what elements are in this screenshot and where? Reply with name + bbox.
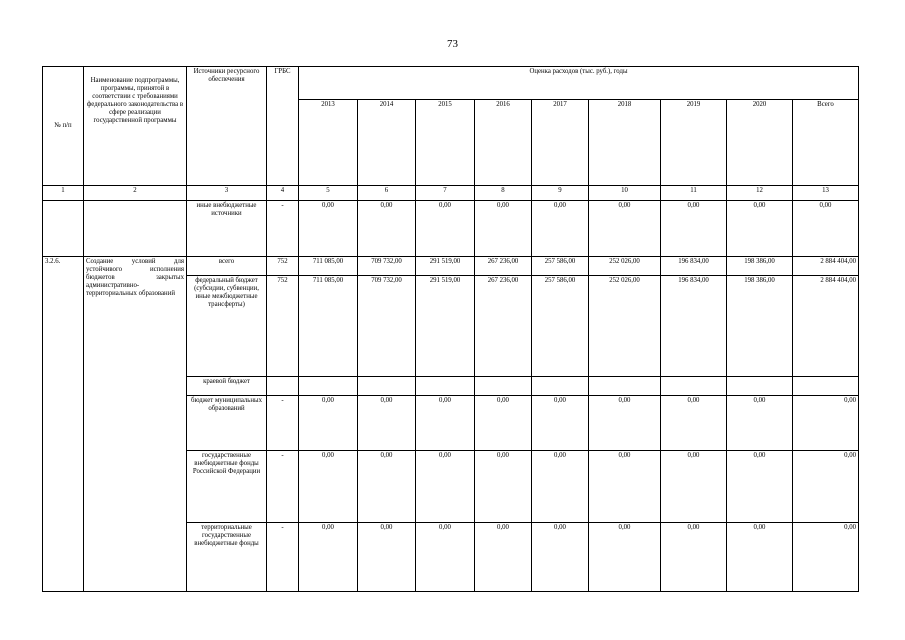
row-value: 0,00: [416, 201, 475, 257]
row-value: 0,00: [299, 396, 358, 451]
table-row: [43, 257, 859, 276]
row-value: 0,00: [299, 523, 358, 592]
header-year: 2019: [661, 100, 727, 186]
row-value: 0,00: [661, 451, 727, 523]
row-value: 0,00: [727, 451, 793, 523]
header-year: 2018: [589, 100, 661, 186]
row-num: [43, 201, 84, 257]
row-name: [84, 201, 187, 257]
header-source: Источники ресурсного обеспечения: [187, 67, 267, 186]
row-value: 0,00: [358, 451, 416, 523]
row-value: 0,00: [532, 451, 589, 523]
row-value: 2 884 404,00: [793, 276, 859, 377]
row-value: 0,00: [475, 396, 532, 451]
row-value: 198 386,00: [727, 276, 793, 377]
row-value: 0,00: [661, 396, 727, 451]
header-year: 2013: [299, 100, 358, 186]
row-value: [661, 377, 727, 396]
header-grbs: ГРБС: [267, 67, 299, 186]
row-value: 0,00: [589, 396, 661, 451]
column-index: 3: [187, 186, 267, 201]
row-value: 0,00: [475, 523, 532, 592]
row-value: [358, 377, 416, 396]
header-year: 2015: [416, 100, 475, 186]
row-value: 196 834,00: [661, 257, 727, 276]
row-value: 252 026,00: [589, 276, 661, 377]
row-value: 0,00: [416, 523, 475, 592]
row-value: 0,00: [727, 396, 793, 451]
header-name: Наименование подпрограммы, программы, принятой в соответствии с требованиями федерального законодательства в сфере реализации государственной программы: [84, 67, 187, 186]
row-source: федеральный бюджет (субсидии, субвенции, иные межбюджетные трансферты): [187, 276, 267, 377]
row-value: 252 026,00: [589, 257, 661, 276]
column-index: 8: [475, 186, 532, 201]
column-index: 4: [267, 186, 299, 201]
row-name: Создание условий для устойчивого исполнения бюджетов закрытых административно-территориальных образований: [84, 257, 187, 592]
row-grbs: 752: [267, 257, 299, 276]
row-source: государственные внебюджетные фонды Российской Федерации: [187, 451, 267, 523]
row-value: 0,00: [661, 523, 727, 592]
row-value: 0,00: [358, 396, 416, 451]
column-index: 13: [793, 186, 859, 201]
row-value: [589, 377, 661, 396]
row-value: 0,00: [727, 201, 793, 257]
page-number: 73: [447, 38, 458, 50]
row-value: 0,00: [661, 201, 727, 257]
column-index: 5: [299, 186, 358, 201]
row-source: территориальные государственные внебюджетные фонды: [187, 523, 267, 592]
column-index: 6: [358, 186, 416, 201]
column-index: 7: [416, 186, 475, 201]
row-source: бюджет муниципальных образований: [187, 396, 267, 451]
row-value: 198 386,00: [727, 257, 793, 276]
column-index: 11: [661, 186, 727, 201]
row-value: 267 236,00: [475, 276, 532, 377]
column-index: 9: [532, 186, 589, 201]
header-year-total: Всего: [793, 100, 859, 186]
row-value: 0,00: [299, 201, 358, 257]
row-value: 2 884 404,00: [793, 257, 859, 276]
row-value: 257 586,00: [532, 276, 589, 377]
row-value: 291 519,00: [416, 257, 475, 276]
row-source: краевой бюджет: [187, 377, 267, 396]
budget-table: [42, 66, 859, 592]
row-value: 0,00: [793, 523, 859, 592]
column-index: 2: [84, 186, 187, 201]
table-row: [43, 201, 859, 257]
row-value: 0,00: [475, 451, 532, 523]
row-value: 0,00: [589, 523, 661, 592]
column-index: 1: [43, 186, 84, 201]
row-value: 0,00: [532, 396, 589, 451]
column-index: 10: [589, 186, 661, 201]
header-year: 2016: [475, 100, 532, 186]
column-index-row: [43, 186, 859, 201]
row-value: [475, 377, 532, 396]
row-grbs: -: [267, 201, 299, 257]
row-value: 196 834,00: [661, 276, 727, 377]
row-value: [299, 377, 358, 396]
header-year: 2020: [727, 100, 793, 186]
row-value: 0,00: [299, 451, 358, 523]
row-value: 711 085,00: [299, 276, 358, 377]
row-value: 709 732,00: [358, 276, 416, 377]
row-num: 3.2.6.: [43, 257, 84, 592]
row-value: 0,00: [727, 523, 793, 592]
row-value: 267 236,00: [475, 257, 532, 276]
row-value: 0,00: [416, 451, 475, 523]
column-index: 12: [727, 186, 793, 201]
row-value: 0,00: [793, 396, 859, 451]
row-value: 0,00: [589, 451, 661, 523]
row-grbs: 752: [267, 276, 299, 377]
row-source: иные внебюджетные источники: [187, 201, 267, 257]
row-value: 711 085,00: [299, 257, 358, 276]
row-value: 0,00: [589, 201, 661, 257]
row-grbs: -: [267, 396, 299, 451]
row-value: 257 586,00: [532, 257, 589, 276]
row-value: [727, 377, 793, 396]
row-value: 0,00: [358, 201, 416, 257]
row-value: 0,00: [532, 523, 589, 592]
row-value: 0,00: [358, 523, 416, 592]
row-value: 0,00: [532, 201, 589, 257]
row-grbs: -: [267, 451, 299, 523]
header-year: 2014: [358, 100, 416, 186]
row-grbs: -: [267, 523, 299, 592]
header-estimate: Оценка расходов (тыс. руб.), годы: [299, 67, 859, 100]
row-value: 0,00: [793, 451, 859, 523]
row-value: 0,00: [416, 396, 475, 451]
header-year: 2017: [532, 100, 589, 186]
row-value: [532, 377, 589, 396]
row-value: 291 519,00: [416, 276, 475, 377]
row-value: 0,00: [793, 201, 859, 257]
row-value: [793, 377, 859, 396]
row-value: 709 732,00: [358, 257, 416, 276]
row-grbs: [267, 377, 299, 396]
row-value: [416, 377, 475, 396]
row-source: всего: [187, 257, 267, 276]
row-value: 0,00: [475, 201, 532, 257]
header-num: № п/п: [43, 67, 84, 186]
